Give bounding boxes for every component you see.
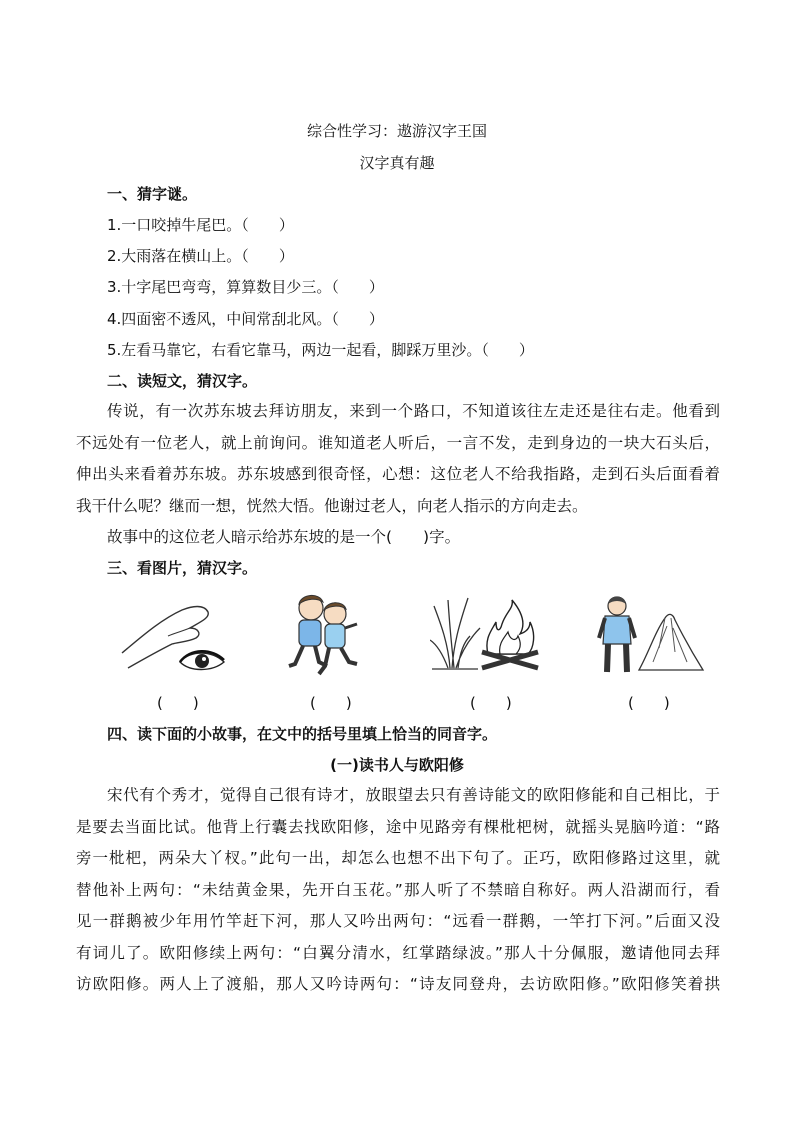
story-line: 是要去当面比试。他背上行囊去找欧阳修，途中见路旁有棵枇杷树，就摇头晃脑吟道：“路 bbox=[76, 817, 720, 836]
passage-line: 我干什么呢？继而一想，恍然大悟。他谢过老人，向老人指示的方向走去。 bbox=[76, 496, 588, 515]
story-line: 旁一枇杷，两朵大丫杈。”此句一出，却怎么也想不出下句了。正巧，欧阳修路过这里，就 bbox=[76, 849, 720, 867]
section4-heading: 四、读下面的小故事，在文中的括号里填上恰当的同音字。 bbox=[107, 725, 498, 743]
man-and-mountain-picture bbox=[595, 592, 705, 678]
answer-blank-2[interactable]: ( ) bbox=[310, 694, 352, 712]
story-line: 见一群鹅被少年用竹竿赶下河，那人又吟出两句：“远看一群鹅，一竿打下河。”后面又没 bbox=[76, 912, 720, 930]
answer-blank-3[interactable]: ( ) bbox=[470, 694, 512, 712]
riddle-item-4: 4.四面密不透风，中间常刮北风。（ ） bbox=[107, 310, 384, 328]
story-title: (一)读书人与欧阳修 bbox=[330, 756, 464, 774]
answer-blank-4[interactable]: ( ) bbox=[628, 694, 670, 712]
story-line: 替他补上两句：“未结黄金果，先开白玉花。”那人听了不禁暗自称好。两人沿湖而行，看 bbox=[76, 880, 720, 899]
grass-and-fire-picture bbox=[430, 592, 540, 674]
riddle-item-5: 5.左看马靠它，右看它靠马，两边一起看，脚踩万里沙。（ ） bbox=[107, 341, 534, 359]
two-boys-running-picture bbox=[285, 590, 365, 680]
story-line: 访欧阳修。两人上了渡船，那人又吟诗两句：“诗友同登舟，去访欧阳修。”欧阳修笑着拱 bbox=[76, 975, 720, 993]
riddle-item-3: 3.十字尾巴弯弯，算算数目少三。（ ） bbox=[107, 278, 384, 296]
riddle-item-2: 2.大雨落在横山上。（ ） bbox=[107, 247, 294, 265]
section2-passage bbox=[76, 396, 720, 554]
passage-line: 伸出头来看着苏东坡。苏东坡感到很奇怪，心想：这位老人不给我指路，走到石头后面看着 bbox=[76, 465, 720, 483]
page-subtitle: 汉字真有趣 bbox=[359, 154, 435, 172]
hand-over-eye-picture bbox=[120, 598, 230, 678]
answer-blank-1[interactable]: ( ) bbox=[157, 694, 199, 712]
riddle-item-1: 1.一口咬掉牛尾巴。（ ） bbox=[107, 216, 294, 234]
section2-heading: 二、读短文，猜汉字。 bbox=[107, 372, 258, 390]
page-title: 综合性学习：遨游汉字王国 bbox=[306, 122, 487, 140]
section2-question: 故事中的这位老人暗示给苏东坡的是一个( )字。 bbox=[107, 528, 461, 546]
passage-line: 传说，有一次苏东坡去拜访朋友，来到一个路口，不知道该往左走还是往右走。他看到 bbox=[107, 402, 720, 420]
section4-story bbox=[76, 780, 720, 1001]
story-line: 有词儿了。欧阳修续上两句：“白翼分清水，红掌踏绿波。”那人十分佩服，邀请他同去拜 bbox=[76, 943, 720, 962]
story-line: 宋代有个秀才，觉得自己很有诗才，放眼望去只有善诗能文的欧阳修能和自己相比，于 bbox=[107, 786, 720, 804]
passage-line: 不远处有一位老人，就上前询问。谁知道老人听后，一言不发，走到身边的一块大石头后， bbox=[76, 433, 720, 452]
section1-heading: 一、猜字谜。 bbox=[107, 185, 198, 203]
section3-heading: 三、看图片，猜汉字。 bbox=[107, 559, 258, 577]
